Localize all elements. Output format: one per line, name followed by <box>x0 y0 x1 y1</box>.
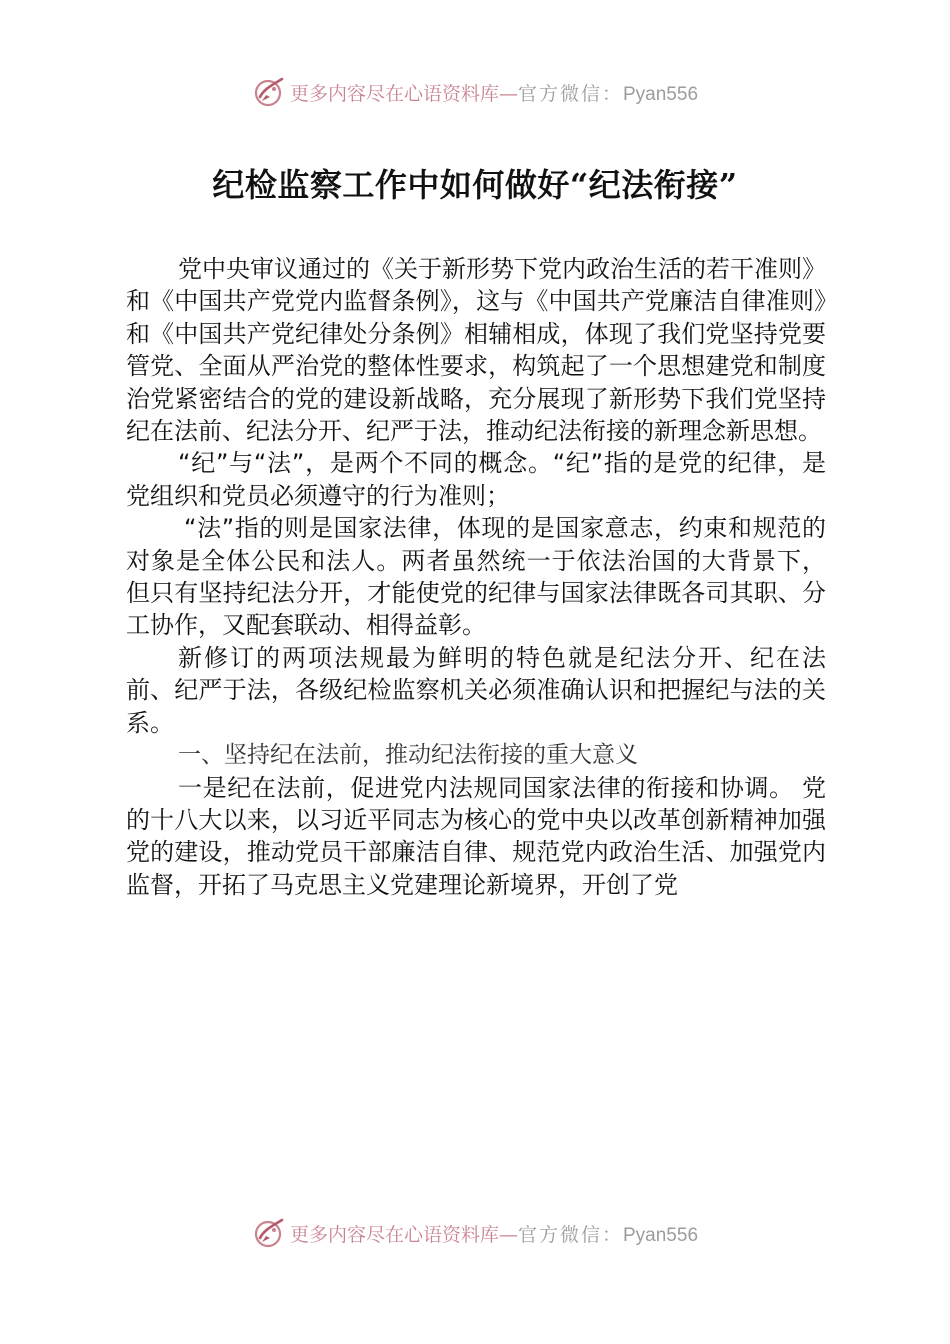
watermark-wechat-id: Pyan556 <box>623 83 699 105</box>
paragraph-ji-definition: “纪”与“法”，是两个不同的概念。“纪”指的是党的纪律，是党组织和党员必须遵守的行为准则； <box>126 449 826 510</box>
watermark-wechat-label: 官方微信： <box>517 82 623 105</box>
header-watermark <box>0 72 950 112</box>
pen-logo-icon <box>252 1216 286 1250</box>
paragraph-point-one: 一是纪在法前，促进党内法规同国家法律的衔接和协调。 党的十八大以来，以习近平同志为核心的党中央以改革创新精神加强党的建设，推动党员干部廉洁自律、规范党内政治生活、加强党内监督，开拓了马克思主义党建理论新境界，开创了党 <box>126 773 826 899</box>
paragraph-intro: 党中央审议通过的《关于新形势下党内政治生活的若干准则》和《中国共产党党内监督条例》，这与《中国共产党廉洁自律准则》和《中国共产党纪律处分条例》相辅相成，体现了我们党坚持党要管党、全面从严治党的整体性要求，构筑起了一个思想建党和制度治党紧密结合的党的建设新战略，充分展现了新形势下我们党坚持纪在法前、纪法分开、纪严于法，推动纪法衔接的新理念新思想。 <box>126 255 826 446</box>
watermark-text <box>290 1220 698 1247</box>
pen-logo-icon <box>252 75 286 109</box>
footer-watermark <box>0 1213 950 1253</box>
document-body <box>126 253 826 901</box>
watermark-wechat-id: Pyan556 <box>623 1224 699 1246</box>
document-title: 纪检监察工作中如何做好“纪法衔接” <box>212 166 738 204</box>
watermark-brand: 更多内容尽在心语资料库 <box>289 1223 499 1246</box>
watermark-separator: — <box>498 1223 518 1246</box>
watermark-separator: — <box>498 82 518 105</box>
watermark-brand: 更多内容尽在心语资料库 <box>289 82 499 105</box>
watermark-text <box>290 79 698 106</box>
section-heading: 一、坚持纪在法前，推动纪法衔接的重大意义 <box>178 742 638 769</box>
paragraph-new-regulations: 新修订的两项法规最为鲜明的特色就是纪法分开、纪在法 前、纪严于法，各级纪检监察机关必须准确认识和把握纪与法的关系。 <box>126 643 826 737</box>
paragraph-fa-definition: “法”指的则是国家法律，体现的是国家意志，约束和规范的对象是全体公民和法人。两者虽然统一于依法治国的大背景下， 但只有坚持纪法分开，才能使党的纪律与国家法律既各司其职、分工协作，又配套联动、相得益彰。 <box>126 514 826 640</box>
watermark-wechat-label: 官方微信： <box>517 1223 623 1246</box>
